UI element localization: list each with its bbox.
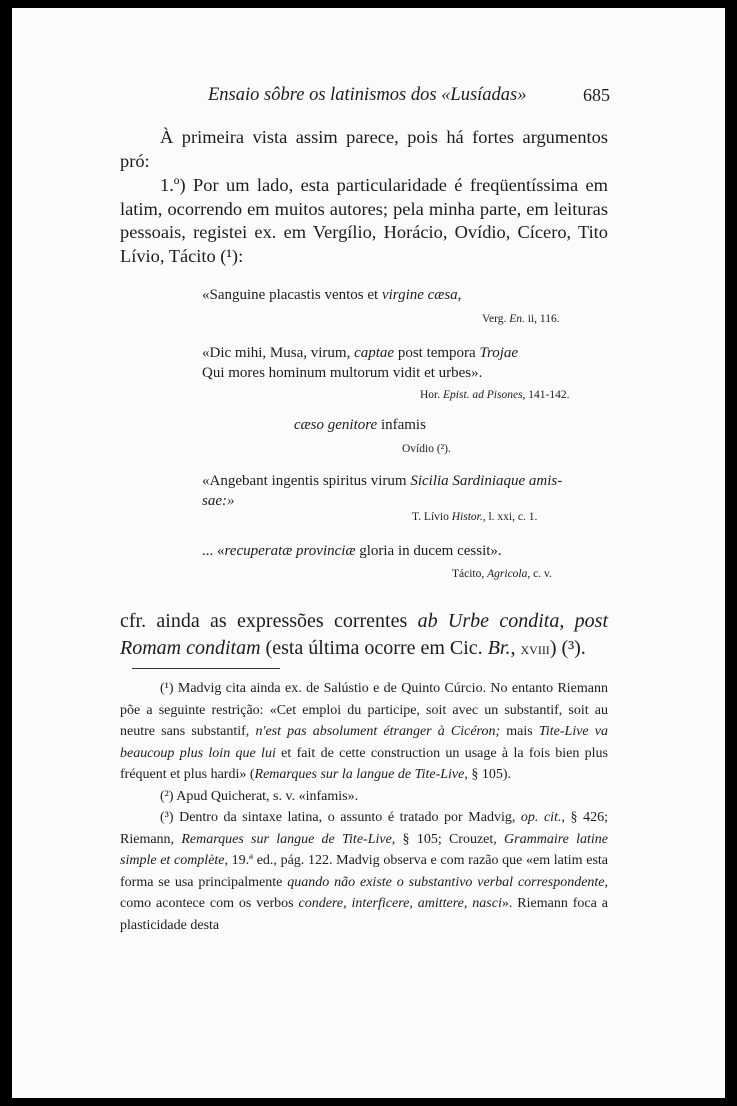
footnote-3: (³) Dentro da sintaxe latina, o assunto é tratado por Madvig, op. cit., § 426; Riemann, Remarques sur langue de Tite-Live, § 105; Crouzet, Grammaire latine simple et complète, 19.ª ed., pág. 122. Madvig observa e com razão que «em latim esta forma se usa principalmente quando não existe o substantivo verbal correspondente, como acontece com os verbos condere, interficere, amittere, nasci». Riemann foca a plasticidade desta — [120, 810, 609, 933]
source-ovid: Ovídio (²). — [402, 443, 451, 455]
quote-livy-line-1: «Angebant ingentis spiritus virum Sicilia Sardiniaque amis- — [202, 473, 563, 489]
quote-livy-line-2: sae:» — [202, 493, 235, 509]
paragraph-3: cfr. ainda as expressões correntes ab Urbe condita, post Romam conditam (esta última ocorre em Cic. Br., xviii) (³). — [120, 610, 609, 659]
footnote-ref-1: (¹) — [220, 245, 239, 266]
book-page — [12, 8, 725, 1098]
quote-tacitus: ... «recuperatæ provinciæ gloria in ducem cessit». — [202, 543, 502, 559]
footnotes — [120, 678, 608, 936]
paragraph-2-text: Por um lado, esta particularidade é freqüentíssima em latim, ocorrendo em muitos autores; pela minha parte, em leituras pessoais, registei ex. em Vergílio, Horácio, Ovídio, Cícero, Tito Lívio, Tácito — [120, 175, 608, 266]
quote-horace-line-1: «Dic mihi, Musa, virum, captae post tempora Trojae — [202, 345, 519, 361]
footnote-separator — [132, 668, 280, 669]
quote-vergil: «Sanguine placastis ventos et virgine cæsa, — [202, 287, 462, 303]
footnote-1: (¹) Madvig cita ainda ex. de Salústio e de Quinto Cúrcio. No entanto Riemann põe a seguinte restrição: «Cet emploi du participe, soit avec un substantif, soit au neutre sans substantif, n'est pas absolument étranger à Cicéron; mais Tite-Live va beaucoup plus loin que lui et fait de cette construction un usage à la fois bien plus fréquent et plus hardi» (Remarques sur la langue de Tite-Live, § 105). — [120, 681, 608, 782]
enumeration-number: 1.º) — [160, 175, 186, 195]
quote-horace-line-2: Qui mores hominum multorum vidit et urbes». — [202, 365, 483, 381]
source-livy: T. Lívio Histor., l. xxi, c. 1. — [412, 511, 538, 523]
quote-ovid: cæso genitore infamis — [294, 417, 426, 433]
paragraph-1-text: À primeira vista assim parece, pois há fortes argumentos pró: — [120, 127, 608, 171]
page-number: 685 — [583, 85, 610, 105]
source-vergil: Verg. En. ii, 116. — [482, 313, 560, 325]
running-header — [208, 85, 610, 107]
paragraph-1 — [120, 126, 608, 173]
source-horace: Hor. Epist. ad Pisones, 141-142. — [420, 389, 570, 401]
paragraph-2: 1.º) Por um lado, esta particularidade é freqüentíssima em latim, ocorrendo em muitos autores; pela minha parte, em leituras pessoais, registei ex. em Vergílio, Horácio, Ovídio, Cícero, Tito Lívio, Tácito (¹): — [120, 175, 608, 266]
footnote-2: (²) Apud Quicherat, s. v. «infamis». — [160, 788, 359, 804]
running-title: Ensaio sôbre os latinismos dos «Lusíadas» — [208, 85, 527, 105]
source-tacitus: Tácito, Agricola, c. v. — [452, 568, 552, 580]
